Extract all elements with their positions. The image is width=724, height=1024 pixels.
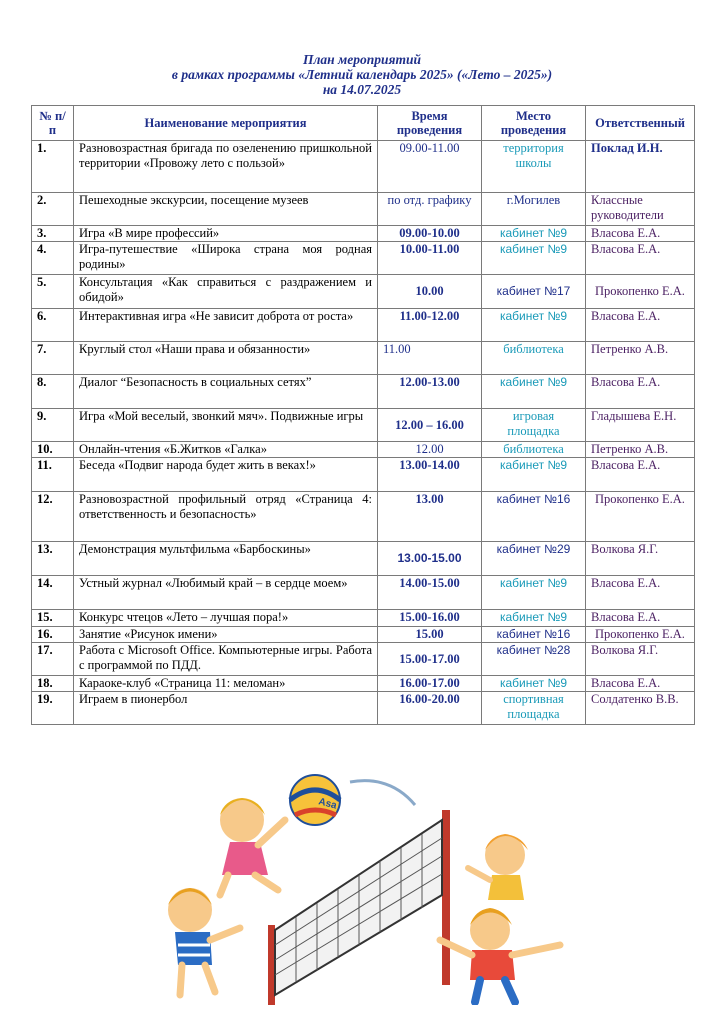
row-name: Игра «Мой веселый, звонкий мяч». Подвижные игры (74, 409, 378, 442)
row-num: 11. (32, 458, 74, 492)
row-num: 1. (32, 141, 74, 193)
table-row (32, 409, 695, 442)
volleyball-net (275, 820, 442, 995)
row-num: 4. (32, 242, 74, 275)
row-num: 15. (32, 610, 74, 627)
row-responsible: Волкова Я.Г. (586, 643, 695, 676)
row-responsible: Власова Е.А. (586, 375, 695, 409)
row-name: Занятие «Рисунок имени» (74, 627, 378, 643)
row-place: кабинет №16 (482, 627, 586, 643)
row-responsible: Гладышева Е.Н. (586, 409, 695, 442)
row-name: Игра «В мире профессий» (74, 226, 378, 242)
boy-figure-right (440, 908, 560, 1002)
table-row (32, 226, 695, 242)
table-row (32, 542, 695, 576)
row-num: 3. (32, 226, 74, 242)
events-table (31, 105, 695, 725)
row-time: 16.00-17.00 (378, 676, 482, 692)
row-name: Устный журнал «Любимый край – в сердце моем» (74, 576, 378, 610)
row-responsible: Поклад И.Н. (586, 141, 695, 193)
row-num: 14. (32, 576, 74, 610)
row-name: Работа с Microsoft Office. Компьютерные игры. Работа с программой по ПДД. (74, 643, 378, 676)
row-time: 11.00-12.00 (378, 309, 482, 342)
row-name: Конкурс чтецов «Лето – лучшая пора!» (74, 610, 378, 627)
table-row (32, 375, 695, 409)
row-responsible: Солдатенко В.В. (586, 692, 695, 725)
net-post-left (268, 925, 275, 1005)
volleyball-ball (290, 775, 340, 825)
row-responsible: Прокопенко Е.А. (586, 275, 695, 309)
row-name: Беседа «Подвиг народа будет жить в веках!» (74, 458, 378, 492)
row-time: по отд. графику (378, 193, 482, 226)
row-time: 10.00 (378, 275, 482, 309)
row-place: кабинет №28 (482, 643, 586, 676)
table-row (32, 309, 695, 342)
header-num: № п/п (32, 106, 74, 141)
girl-figure-right (468, 834, 528, 900)
row-responsible: Петренко А.В. (586, 342, 695, 375)
row-time: 09.00-11.00 (378, 141, 482, 193)
row-responsible: Прокопенко Е.А. (586, 492, 695, 542)
row-num: 19. (32, 692, 74, 725)
title-line-2: в рамках программы «Летний календарь 2025» («Лето – 2025») (171, 67, 553, 82)
row-time: 14.00-15.00 (378, 576, 482, 610)
row-time: 12.00-13.00 (378, 375, 482, 409)
row-place: кабинет №16 (482, 492, 586, 542)
table-row (32, 442, 695, 458)
row-name: Консультация «Как справиться с раздражением и обидой» (74, 275, 378, 309)
row-num: 17. (32, 643, 74, 676)
row-num: 6. (32, 309, 74, 342)
row-time: 13.00 (378, 492, 482, 542)
row-place: кабинет №9 (482, 676, 586, 692)
table-row (32, 492, 695, 542)
document-title (0, 52, 724, 97)
row-time: 09.00-10.00 (378, 226, 482, 242)
row-num: 10. (32, 442, 74, 458)
table-row (32, 643, 695, 676)
row-time: 11.00 (378, 342, 482, 375)
row-responsible: Власова Е.А. (586, 576, 695, 610)
row-time: 13.00-15.00 (378, 542, 482, 576)
row-place: кабинет №9 (482, 375, 586, 409)
row-place: библиотека (482, 442, 586, 458)
row-name: Караоке-клуб «Страница 11: меломан» (74, 676, 378, 692)
row-time: 10.00-11.00 (378, 242, 482, 275)
row-responsible: Власова Е.А. (586, 676, 695, 692)
row-place: территория школы (482, 141, 586, 193)
row-name: Круглый стол «Наши права и обязанности» (74, 342, 378, 375)
row-name: Демонстрация мультфильма «Барбоскины» (74, 542, 378, 576)
row-responsible: Власова Е.А. (586, 610, 695, 627)
row-num: 8. (32, 375, 74, 409)
table-header-row (32, 106, 695, 141)
table-row (32, 275, 695, 309)
row-place: кабинет №9 (482, 309, 586, 342)
row-name: Играем в пионербол (74, 692, 378, 725)
row-place: игровая площадка (482, 409, 586, 442)
row-name: Онлайн-чтения «Б.Житков «Галка» (74, 442, 378, 458)
row-place: кабинет №9 (482, 458, 586, 492)
row-time: 15.00-17.00 (378, 643, 482, 676)
motion-lines (350, 781, 415, 805)
row-num: 12. (32, 492, 74, 542)
row-responsible: Прокопенко Е.А. (586, 627, 695, 643)
row-place: кабинет №9 (482, 242, 586, 275)
row-responsible: Власова Е.А. (586, 309, 695, 342)
title-line-3: на 14.07.2025 (322, 82, 402, 97)
header-name: Наименование мероприятия (74, 106, 378, 141)
table-row (32, 342, 695, 375)
row-responsible: Волкова Я.Г. (586, 542, 695, 576)
row-time: 16.00-20.00 (378, 692, 482, 725)
net-post-right (442, 810, 450, 985)
table-row (32, 242, 695, 275)
row-num: 2. (32, 193, 74, 226)
row-place: кабинет №9 (482, 576, 586, 610)
row-num: 16. (32, 627, 74, 643)
row-time: 13.00-14.00 (378, 458, 482, 492)
table-row (32, 576, 695, 610)
table-row (32, 193, 695, 226)
children-volleyball-illustration (150, 760, 570, 1005)
row-responsible: Власова Е.А. (586, 226, 695, 242)
row-num: 7. (32, 342, 74, 375)
row-responsible: Власова Е.А. (586, 242, 695, 275)
header-place: Место проведения (482, 106, 586, 141)
row-place: кабинет №9 (482, 610, 586, 627)
header-time: Время проведения (378, 106, 482, 141)
row-name: Разновозрастная бригада по озеленению пришкольной территории «Провожу лето с пользой» (74, 141, 378, 193)
row-num: 5. (32, 275, 74, 309)
row-responsible: Власова Е.А. (586, 458, 695, 492)
row-num: 13. (32, 542, 74, 576)
row-place: кабинет №29 (482, 542, 586, 576)
table-row (32, 610, 695, 627)
title-line-1: План мероприятий (302, 52, 422, 67)
row-time: 12.00 (378, 442, 482, 458)
header-responsible: Ответственный (586, 106, 695, 141)
table-row (32, 141, 695, 193)
table-row (32, 458, 695, 492)
row-place: кабинет №17 (482, 275, 586, 309)
girl-figure (220, 798, 285, 895)
row-responsible: Петренко А.В. (586, 442, 695, 458)
row-time: 15.00-16.00 (378, 610, 482, 627)
row-time: 15.00 (378, 627, 482, 643)
row-name: Пешеходные экскурсии, посещение музеев (74, 193, 378, 226)
table-row (32, 676, 695, 692)
row-place: кабинет №9 (482, 226, 586, 242)
row-name: Интерактивная игра «Не зависит доброта от роста» (74, 309, 378, 342)
table-row (32, 627, 695, 643)
row-time: 12.00 – 16.00 (378, 409, 482, 442)
table-row (32, 692, 695, 725)
row-num: 9. (32, 409, 74, 442)
row-responsible: Классные руководители (586, 193, 695, 226)
row-name: Игра-путешествие «Широка страна моя родная родины» (74, 242, 378, 275)
row-place: библиотека (482, 342, 586, 375)
ball-text: Asa (317, 796, 338, 812)
row-name: Диалог “Безопасность в социальных сетях” (74, 375, 378, 409)
row-name: Разновозрастной профильный отряд «Страница 4: ответственность и безопасность» (74, 492, 378, 542)
boy-figure-left (168, 888, 240, 995)
row-num: 18. (32, 676, 74, 692)
row-place: спортивная площадка (482, 692, 586, 725)
row-place: г.Могилев (482, 193, 586, 226)
